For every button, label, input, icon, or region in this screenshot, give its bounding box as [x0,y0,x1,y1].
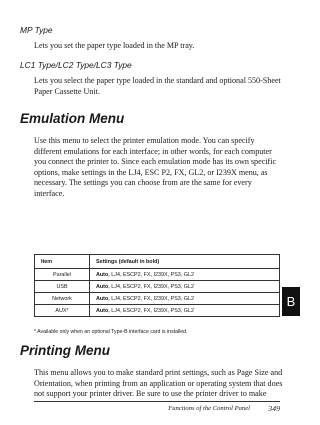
default-setting: Auto [96,271,109,278]
table-row [35,269,280,281]
table-header-settings: Settings (default in bold) [90,255,280,269]
other-settings: , LJ4, ESCP2, FX, I239X, PS3, GL2 [108,295,194,302]
table-row [35,281,280,293]
mp-type-text: Lets you set the paper type loaded in the MP tray. [34,41,195,50]
lc-type-heading: LC1 Type/LC2 Type/LC3 Type [20,60,132,70]
table-cell-item: USB [35,281,90,293]
table-row [35,293,280,305]
table-cell-settings [90,269,280,281]
table-row [35,305,280,317]
table-cell-settings [90,281,280,293]
table-cell-item: Network [35,293,90,305]
footer-divider [34,401,280,402]
footer-title: Functions of the Control Panel [168,405,250,412]
appendix-tab: B [282,287,300,316]
default-setting: Auto [96,307,109,314]
other-settings: , LJ4, ESCP2, FX, I239X, PS3, GL2 [108,307,194,314]
table-cell-item: Parallel [35,269,90,281]
table-cell-settings [90,293,280,305]
lc-type-text: Lets you select the paper type loaded in the standard and optional 550-Sheet Paper Cassette Unit. [34,76,281,96]
table-footnote: * Available only when an optional Type-B interface card is installed. [34,329,188,335]
page-number: 349 [268,404,280,413]
emulation-menu-heading: Emulation Menu [20,111,125,126]
table-header-row [35,255,280,269]
table-cell-item: AUX* [35,305,90,317]
default-setting: Auto [96,283,109,290]
emulation-menu-text: Use this menu to select the printer emulation mode. You can specify different emulations for each interface; in other words, for each computer you connect the printer to. Since each emulation mode has its own specific options, make settings in the LJ4, ESC P2, FX, GL2, or I239X menu, as necessary. The settings you can choose from are the same for every interface. [34,136,277,198]
printing-menu-heading: Printing Menu [20,343,110,358]
mp-type-heading: MP Type [20,25,53,35]
emulation-settings-table [34,254,280,317]
table-cell-settings [90,305,280,317]
other-settings: , LJ4, ESCP2, FX, I239X, PS3, GL2 [108,271,194,278]
table-header-item: Item [35,255,90,269]
default-setting: Auto [96,295,109,302]
other-settings: , LJ4, ESCP2, FX, I239X, PS3, GL2 [108,283,194,290]
printing-menu-text: This menu allows you to make standard print settings, such as Page Size and Orientation, when printing from an application or operating system that does not support your printer driver. Be sure to use the printer driver to make [34,368,283,399]
